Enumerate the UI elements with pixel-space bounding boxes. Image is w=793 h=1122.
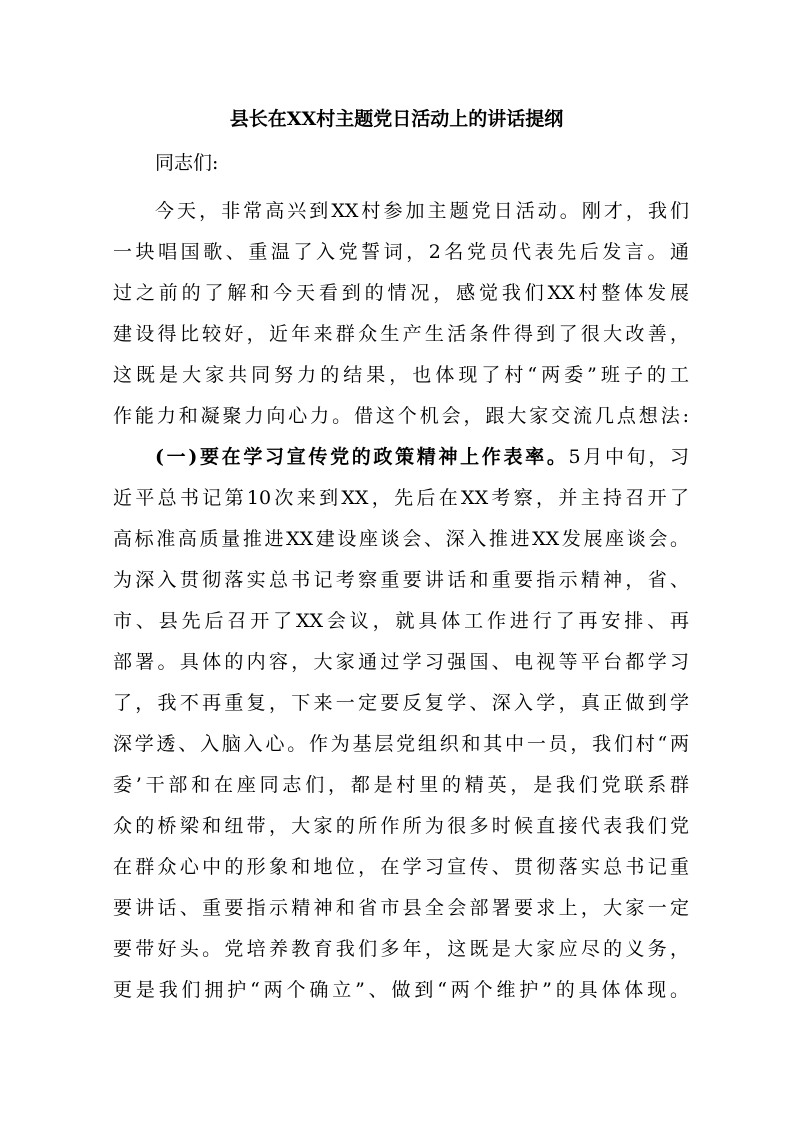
section-1-line: 在群众心中的形象和地位，在学习宣传、贯彻落实总书记重 [113,856,689,878]
section-1-line: 更是我们拥护“两个确立”、做到“两个维护”的具体体现。 [113,979,689,1001]
paragraph-1-line: 今天，非常高兴到XX村参加主题党日活动。刚才，我们 [155,200,689,222]
section-1-line: 市、县先后召开了XX会议，就具体工作进行了再安排、再 [113,610,689,632]
section-1-line: 深学透、入脑入心。作为基层党组织和其中一员，我们村“两 [113,733,689,755]
section-1-line: 近平总书记第10次来到XX，先后在XX考察，并主持召开了 [113,487,689,509]
paragraph-1-line: 建设得比较好，近年来群众生产生活条件得到了很大改善， [113,323,689,345]
section-1-line: 委’干部和在座同志们，都是村里的精英，是我们党联系群 [113,774,689,796]
salutation: 同志们: [155,152,219,174]
section-1-line: 为深入贯彻落实总书记考察重要讲话和重要指示精神，省、 [113,569,689,591]
paragraph-1-line: 作能力和凝聚力向心力。借这个机会，跟大家交流几点想法: [113,405,689,427]
section-1-first-line-rest: 5月中旬，习 [568,446,690,468]
section-1-line: 部署。具体的内容，大家通过学习强国、电视等平台都学习 [113,651,689,673]
paragraph-1-line: 过之前的了解和今天看到的情况，感觉我们XX村整体发展 [113,282,689,304]
document-title: 县长在XX村主题党日活动上的讲话提纲 [229,108,564,130]
section-1-first-line [155,442,689,472]
paragraph-1-line: 这既是大家共同努力的结果，也体现了村“两委”班子的工 [113,364,689,386]
section-1-line: 要带好头。党培养教育我们多年，这既是大家应尽的义务， [113,938,689,960]
section-1-heading: (一)要在学习宣传党的政策精神上作表率。 [155,446,569,468]
section-1-line: 要讲话、重要指示精神和省市县全会部署要求上，大家一定 [113,897,689,919]
section-1-line: 众的桥梁和纽带，大家的所作所为很多时候直接代表我们党 [113,815,689,837]
section-1-line: 高标准高质量推进XX建设座谈会、深入推进XX发展座谈会。 [113,528,689,550]
section-1-line: 了，我不再重复，下来一定要反复学、深入学，真正做到学 [113,692,689,714]
paragraph-1-line: 一块唱国歌、重温了入党誓词，2名党员代表先后发言。通 [113,241,689,263]
